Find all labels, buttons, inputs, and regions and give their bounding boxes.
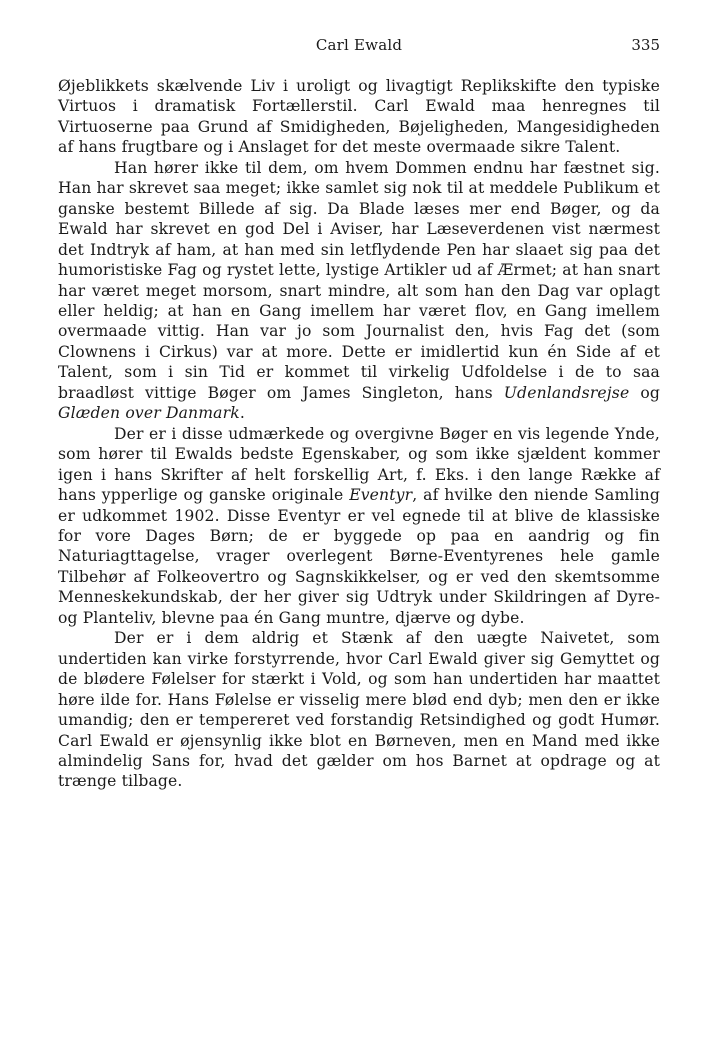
text-run: Øjeblikkets skælvende Liv i uroligt og livagtigt Replikskifte den typiske Virtuos i dramatisk Fortællerstil. Carl Ewald maa henregnes til Virtuoserne paa Grund af Smidigheden, Bøjeligheden, Mangesidigheden af hans frugtbare og i Anslaget for det meste overmaade sikre Talent. xyxy=(58,77,660,157)
italic-title: Eventyr xyxy=(349,486,413,505)
running-head: Carl Ewald xyxy=(315,36,403,54)
text-run: Der er i disse udmærkede og overgivne Bøger en vis legende Ynde, som hører til Ewalds bedste Egenskaber, og som ikke sjældent kommer igen i hans Skrifter af helt forskellig Art, f. Eks. i den lange Række af hans ypperlige og ganske originale xyxy=(58,424,660,505)
text-run: . xyxy=(239,404,245,423)
paragraph xyxy=(58,76,660,158)
italic-title: Glæden over Danmark xyxy=(58,404,240,423)
text-run: Der er i dem aldrig et Stænk af den uægte Naivetet, som undertiden kan virke forstyrrende, hvor Carl Ewald giver sig Gemyttet og de blødere Følelser for stærkt i Vold, og som han undertiden har maattet høre ilde for. Hans Følelse er visselig mere blød end dyb; men den er ikke umandig; den er tempereret ved forstandig Retsindighed og godt Humør. Carl Ewald er øjensynlig ikke blot en Børneven, men en Mand med ikke almindelig Sans for, hvad det gælder om hos Barnet at opdrage og at trænge tilbage. xyxy=(58,629,660,791)
page-number: 335 xyxy=(631,36,660,54)
text-run: og xyxy=(629,383,661,402)
paragraph xyxy=(58,628,660,792)
page-header xyxy=(58,36,660,56)
text-run: , af hvilke den niende Samling er udkommet 1902. Disse Eventyr er vel egnede til at blive de klassiske for vore Dages Børn; de er byggede op paa en aandrig og fin Naturiagttagelse, vrager overlegent Børne-Eventyrenes hele gamle Tilbehør af Folkeovertro og Sagnskikkelser, og er ved den skemtsomme Menneskekundskab, der her giver sig Udtryk under Skildringen af Dyre- og Planteliv, blevne paa én Gang muntre, djærve og dybe. xyxy=(58,486,660,627)
paragraph xyxy=(58,424,660,629)
paragraph xyxy=(58,158,660,424)
body-text xyxy=(58,76,660,792)
text-run: Han hører ikke til dem, om hvem Dommen endnu har fæstnet sig. Han har skrevet saa meget; ikke samlet sig nok til at meddele Publikum et ganske bestemt Billede af sig. Da Blade læses mer end Bøger, og da Ewald har skrevet en god Del i Aviser, har Læseverdenen vist nærmest det Indtryk af ham, at han med sin letflydende Pen har slaaet sig paa det humoristiske Fag og rystet lette, lystige Artikler ud af Ærmet; at han snart har været meget morsom, snart mindre, alt som han den Dag var oplagt eller heldig; at han en Gang imellem har været flov, en Gang imellem overmaade vittig. Han var jo som Journalist den, hvis Fag det (som Clownens i Cirkus) var at more. Dette er imidlertid kun én Side af et Talent, som i sin Tid er kommet til virkelig Udfoldelse i de to saa braadløst vittige Bøger om James Singleton, hans xyxy=(58,158,660,402)
italic-title: Udenlandsrejse xyxy=(503,383,630,402)
